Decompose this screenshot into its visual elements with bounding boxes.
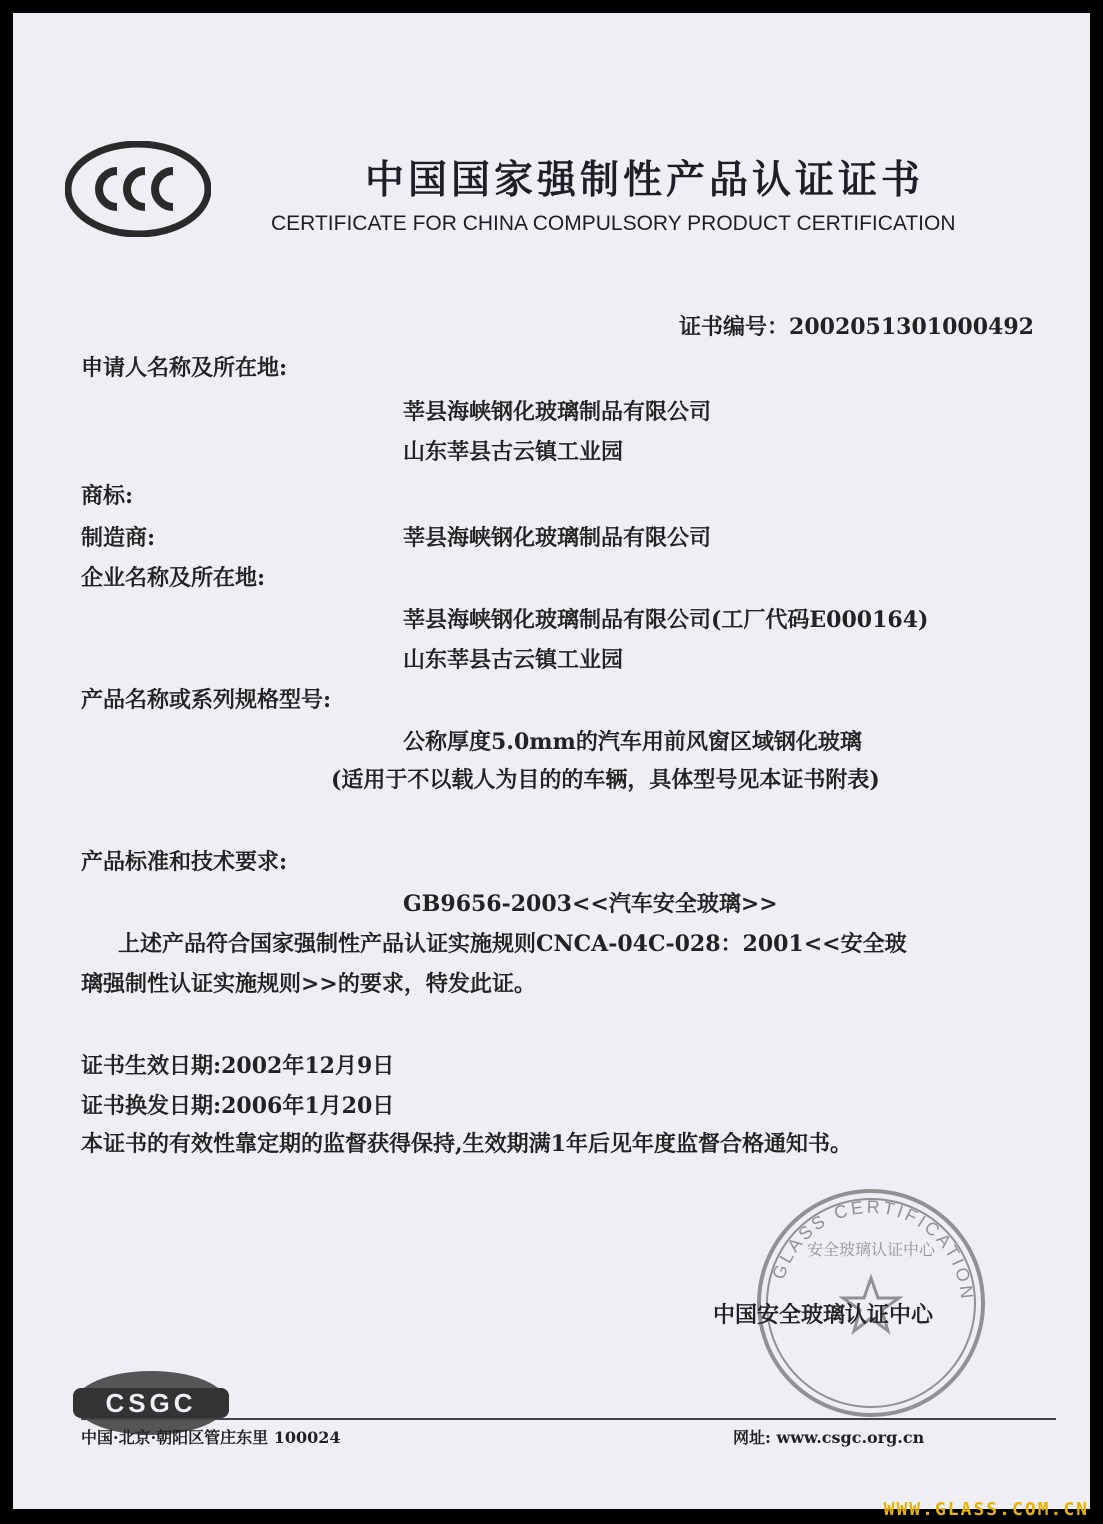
trademark-label: 商标: (81, 483, 134, 509)
applicant-label: 申请人名称及所在地: (81, 355, 288, 381)
footer-website: 网址: www.csgc.org.cn (733, 1428, 925, 1447)
validity-note: 本证书的有效性靠定期的监督获得保持,生效期满1年后见年度监督合格通知书。 (81, 1131, 852, 1157)
svg-text:GLASS CERTIFICATION: GLASS CERTIFICATION (768, 1196, 978, 1303)
enterprise-name: 莘县海峡钢化玻璃制品有限公司(工厂代码E000164) (403, 607, 929, 633)
standard-value: GB9656-2003<<汽车安全玻璃>> (403, 891, 778, 917)
standard-label: 产品标准和技术要求: (81, 849, 288, 875)
ccc-logo-icon (65, 141, 211, 237)
certificate-number-label: 证书编号： (679, 314, 790, 340)
product-line-2: (适用于不以载人为目的的车辆，具体型号见本证书附表) (331, 767, 880, 793)
statement-line-2: 璃强制性认证实施规则>>的要求，特发此证。 (81, 971, 536, 997)
svg-text:安全玻璃认证中心: 安全玻璃认证中心 (806, 1240, 936, 1259)
enterprise-label: 企业名称及所在地: (81, 565, 266, 591)
manufacturer-label: 制造商: (81, 525, 156, 551)
certificate-number (679, 310, 1034, 341)
svg-text:CSGC: CSGC (105, 1388, 197, 1418)
enterprise-address: 山东莘县古云镇工业园 (403, 647, 624, 673)
renewed-date: 证书换发日期:2006年1月20日 (81, 1093, 395, 1119)
statement-line-1: 上述产品符合国家强制性产品认证实施规则CNCA-04C-028：2001<<安全玻 (118, 931, 907, 957)
footer-divider (81, 1418, 1056, 1420)
applicant-address: 山东莘县古云镇工业园 (403, 439, 624, 465)
site-watermark: WWW.GLASS.COM.CN (883, 1499, 1089, 1520)
certificate-number-value: 2002051301000492 (789, 314, 1034, 340)
certificate-page (13, 13, 1090, 1509)
product-label: 产品名称或系列规格型号: (81, 687, 332, 713)
applicant-name: 莘县海峡钢化玻璃制品有限公司 (403, 399, 712, 425)
footer-address: 中国·北京·朝阳区管庄东里 100024 (81, 1428, 341, 1447)
title-chinese: 中国国家强制性产品认证证书 (365, 158, 925, 203)
manufacturer-name: 莘县海峡钢化玻璃制品有限公司 (403, 525, 712, 551)
svg-text:CCC: CCC (136, 197, 140, 198)
issuing-authority: 中国安全玻璃认证中心 (713, 1302, 934, 1328)
product-line-1: 公称厚度5.0mm的汽车用前风窗区域钢化玻璃 (403, 729, 862, 755)
title-english: CERTIFICATE FOR CHINA COMPULSORY PRODUCT CERTIFICATION (271, 212, 956, 235)
effective-date: 证书生效日期:2002年12月9日 (81, 1053, 395, 1079)
